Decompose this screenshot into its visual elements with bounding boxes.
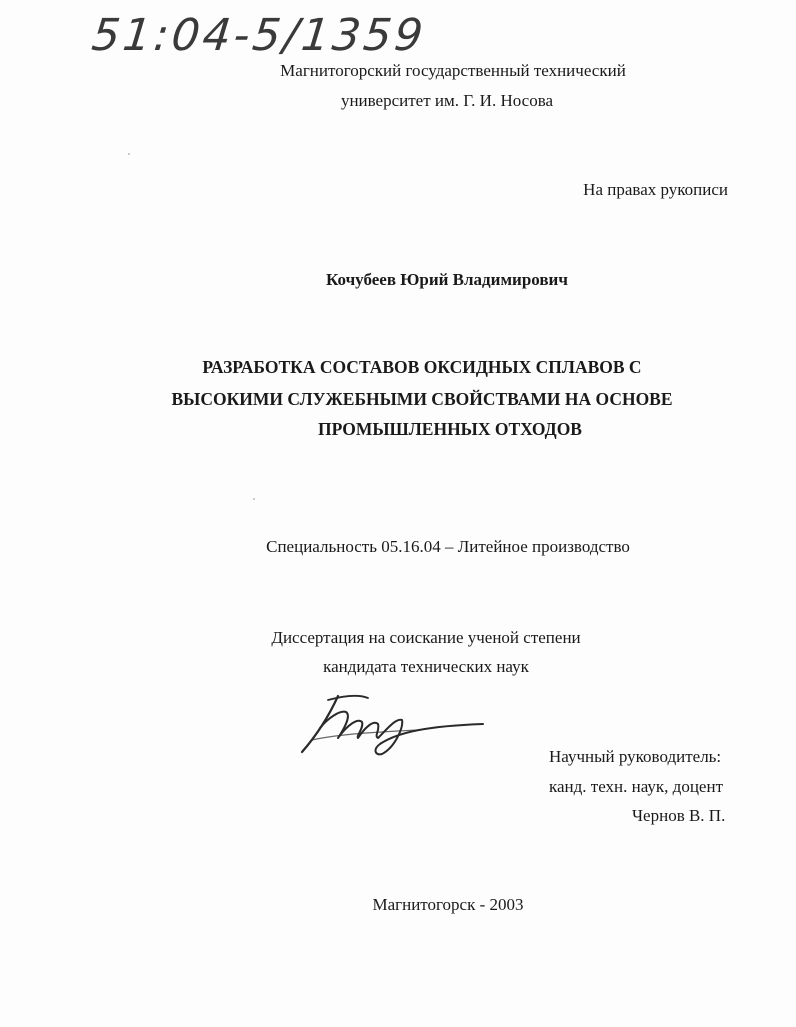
handwritten-archive-code: 51:04-5/1359	[89, 10, 429, 61]
degree-line2: кандидата технических наук	[323, 657, 529, 676]
city-and-year: Магнитогорск - 2003	[372, 895, 524, 914]
institution-name-line2: университет им. Г. И. Носова	[340, 91, 554, 110]
advisor-credentials: канд. техн. наук, доцент	[549, 777, 724, 796]
advisor-label: Научный руководитель:	[549, 747, 722, 766]
manuscript-rights-note: На правах рукописи	[583, 180, 728, 199]
scan-speck	[253, 498, 255, 500]
author-name: Кочубеев Юрий Владимирович	[326, 270, 568, 289]
degree-line1: Диссертация на соискание ученой степени	[271, 628, 581, 647]
scan-speck	[128, 153, 130, 155]
specialty-line: Специальность 05.16.04 – Литейное производство	[266, 537, 630, 556]
handwritten-signature	[298, 688, 488, 758]
thesis-title-line2: ВЫСОКИМИ СЛУЖЕБНЫМИ СВОЙСТВАМИ НА ОСНОВЕ	[171, 389, 673, 409]
thesis-title-line3: ПРОМЫШЛЕННЫХ ОТХОДОВ	[318, 419, 582, 439]
thesis-title-line1: РАЗРАБОТКА СОСТАВОВ ОКСИДНЫХ СПЛАВОВ С	[202, 357, 642, 377]
institution-name-line1: Магнитогорский государственный технический	[280, 61, 626, 80]
advisor-name: Чернов В. П.	[632, 806, 726, 825]
